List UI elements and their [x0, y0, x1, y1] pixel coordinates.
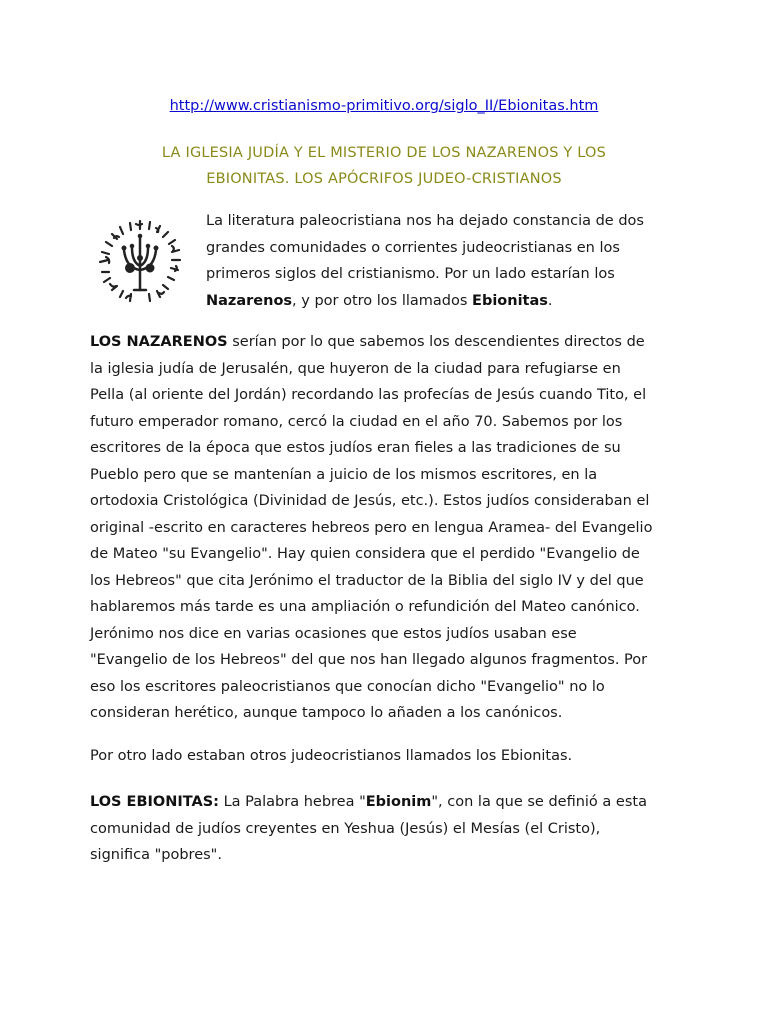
nazarenos-heading: LOS NAZARENOS — [90, 334, 228, 350]
otro-lado-paragraph — [90, 743, 690, 770]
ebionitas-paragraph — [90, 789, 690, 869]
paragraph-line: Por otro lado estaban otros judeocristianos llamados los Ebionitas. — [90, 748, 573, 764]
paragraph-line: significa "pobres". — [90, 847, 222, 863]
paragraph-line — [90, 789, 690, 816]
paragraph-line: escritores de la época que estos judíos eran fieles a las tradiciones de su — [90, 440, 621, 456]
nazarenos-term: Nazarenos — [206, 292, 293, 309]
paragraph-line: comunidad de judíos creyentes en Yeshua (Jesús) el Mesías (el Cristo), — [90, 820, 601, 837]
paragraph-line: consideran herético, aunque tampoco lo añaden a los canónicos. — [90, 705, 563, 721]
title-line-1: LA IGLESIA JUDÍA Y EL MISTERIO DE LOS NAZARENOS Y LOS — [161, 145, 607, 161]
source-url-line — [0, 96, 768, 116]
source-link[interactable]: http://www.cristianismo-primitivo.org/siglo_II/Ebionitas.htm — [169, 98, 599, 114]
ebionim-term: Ebionim — [365, 794, 432, 810]
paragraph-line — [90, 329, 690, 356]
menorah-seal-icon — [90, 210, 190, 310]
paragraph-line: Pella (al oriente del Jordán) recordando las profecías de Jesús cuando Tito, el — [90, 387, 647, 403]
paragraph-line: de Mateo "su Evangelio". Hay quien considera que el perdido "Evangelio de — [90, 546, 640, 562]
paragraph-line: original -escrito en caracteres hebreos pero en lengua Aramea- del Evangelio — [90, 519, 653, 536]
intro-paragraph — [206, 208, 686, 314]
ebionitas-term: Ebionitas — [472, 292, 548, 309]
paragraph-line: futuro emperador romano, cercó la ciudad en el año 70. Sabemos por los — [90, 413, 623, 430]
paragraph-text: La Palabra hebrea " — [218, 794, 366, 810]
document-title — [100, 140, 668, 192]
paragraph-text: serían por lo que sabemos los descendientes directos de — [227, 334, 645, 350]
intro-line: grandes comunidades o corrientes judeocristianas en los — [206, 239, 620, 256]
intro-line: La literatura paleocristiana nos ha dejado constancia de dos — [206, 213, 644, 229]
nazarenos-paragraph — [90, 329, 690, 727]
intro-line — [206, 288, 686, 315]
paragraph-line: Jerónimo nos dice en varias ocasiones que estos judíos usaban ese — [90, 625, 577, 642]
intro-text: , y por otro los llamados — [292, 292, 473, 309]
paragraph-line: los Hebreos" que cita Jerónimo el traductor de la Biblia del siglo IV y del que — [90, 572, 644, 589]
paragraph-line: ortodoxia Cristológica (Divinidad de Jesús, etc.). Estos judíos consideraban el — [90, 493, 650, 509]
ebionitas-heading: LOS EBIONITAS: — [90, 794, 219, 810]
title-line-2: EBIONITAS. LOS APÓCRIFOS JUDEO-CRISTIANOS — [206, 171, 562, 187]
paragraph-line: Pueblo pero que se mantenían a juicio de los mismos escritores, en la — [90, 466, 598, 483]
intro-line: primeros siglos del cristianismo. Por un lado estarían los — [206, 266, 615, 282]
paragraph-text: ", con la que se definió a esta — [431, 794, 647, 810]
paragraph-line: "Evangelio de los Hebreos" del que nos han llegado algunos fragmentos. Por — [90, 652, 648, 668]
paragraph-line: hablaremos más tarde es una ampliación o refundición del Mateo canónico. — [90, 599, 640, 615]
paragraph-line: la iglesia judía de Jerusalén, que huyeron de la ciudad para refugiarse en — [90, 360, 621, 377]
intro-period: . — [547, 292, 553, 309]
paragraph-line: eso los escritores paleocristianos que conocían dicho "Evangelio" no lo — [90, 678, 605, 695]
